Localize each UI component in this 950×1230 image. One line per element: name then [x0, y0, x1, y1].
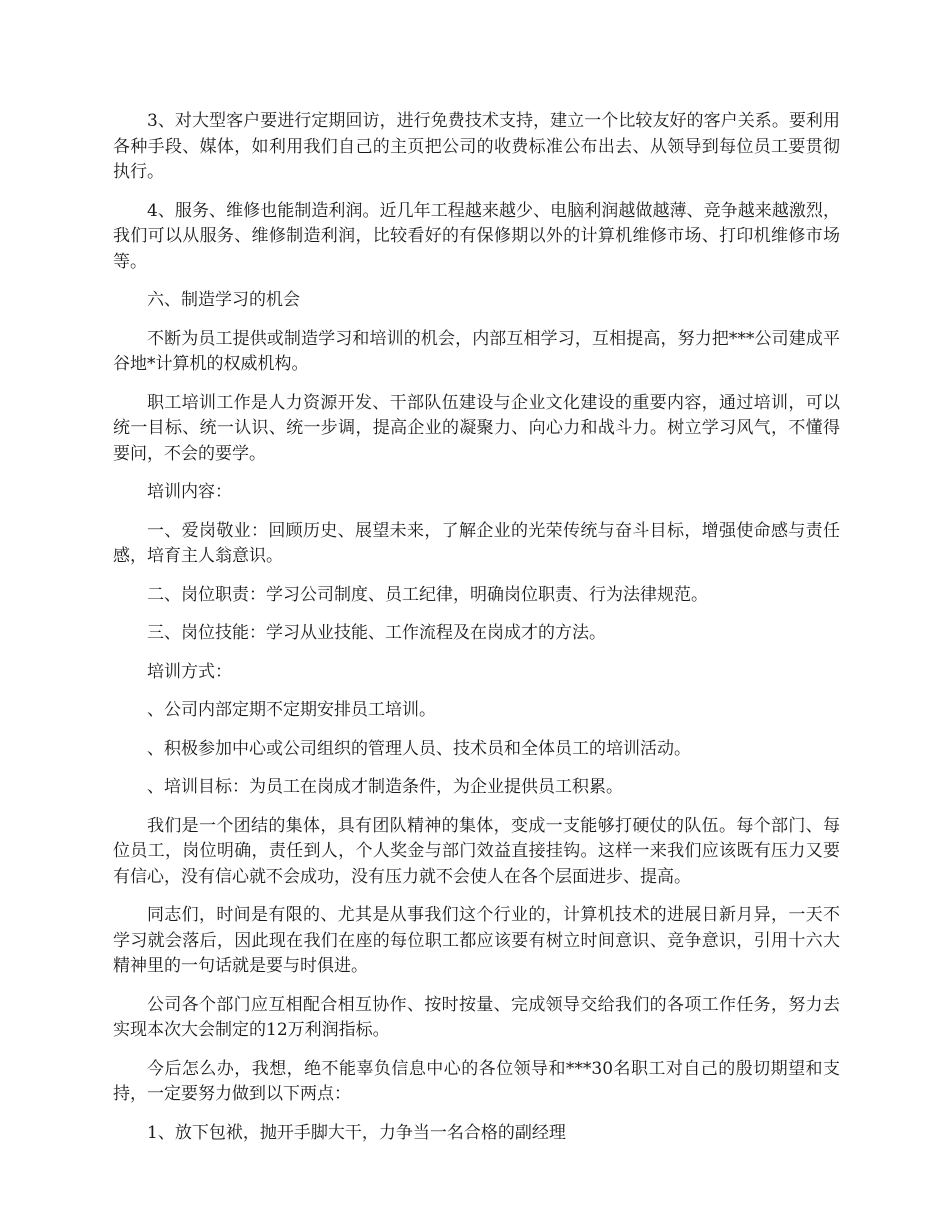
section-heading-learning: 六、制造学习的机会 [147, 290, 300, 310]
item-training-goal: 、培训目标：为员工在岗成才制造条件，为企业提供员工积累。 [147, 777, 623, 797]
item-external-training: 、积极参加中心或公司组织的管理人员、技术员和全体员工的培训活动。 [147, 738, 691, 759]
paragraph-staff-training: 职工培训工作是人力资源开发、干部队伍建设与企业文化建设的重要内容，通过培训，可以统一目标、统一认识、统一步调，提高企业的凝聚力、向心力和战斗力。树立学习风气，不懂得要问，不会的要学。 [113, 392, 840, 464]
item-internal-training: 、公司内部定期不定期安排员工培训。 [147, 700, 436, 720]
item-deputy-manager: 1、放下包袱，抛开手脚大干，力争当一名合格的副经理 [147, 1122, 566, 1143]
paragraph-keep-pace: 同志们，时间是有限的、尤其是从事我们这个行业的，计算机技术的进展日新月异，一天不学习就会落后，因此现在我们在座的每位职工都应该要有树立时间意识、竞争意识，引用十六大精神里的一句话就是要与时俱进。 [113, 905, 840, 976]
heading-training-content: 培训内容： [147, 482, 232, 502]
paragraph-profit-target: 公司各个部门应互相配合相互协作、按时按量、完成领导交给我们的各项工作任务，努力去实现本次大会制定的12万利润指标。 [113, 994, 840, 1040]
paragraph-next-steps: 今后怎么办，我想，绝不能辜负信息中心的各位领导和***30名职工对自己的殷切期望和支持，一定要努力做到以下两点： [113, 1058, 840, 1104]
paragraph-team-spirit: 我们是一个团结的集体，具有团队精神的集体，变成一支能够打硬仗的队伍。每个部门、每位员工，岗位明确，责任到人，个人奖金与部门效益直接挂钩。这样一来我们应该既有压力又要有信心，没有信心就不会成功，没有压力就不会使人在各个层面进步、提高。 [113, 815, 840, 887]
item-dedication: 一、爱岗敬业：回顾历史、展望未来，了解企业的光荣传统与奋斗目标，增强使命感与责任感，培育主人翁意识。 [113, 520, 840, 566]
paragraph-service-profit: 4、服务、维修也能制造利润。近几年工程越来越少、电脑利润越做越薄、竞争越来越激烈，我们可以从服务、维修制造利润，比较看好的有保修期以外的计算机维修市场、打印机维修市场等。 [113, 200, 840, 272]
heading-training-methods: 培训方式： [147, 661, 232, 682]
item-job-skills: 三、岗位技能：学习从业技能、工作流程及在岗成才的方法。 [147, 623, 606, 643]
paragraph-client-visits: 3、对大型客户要进行定期回访，进行免费技术支持，建立一个比较友好的客户关系。要利用各种手段、媒体，如利用我们自己的主页把公司的收费标准公布出去、从领导到每位员工要贯彻执行。 [113, 111, 840, 182]
document-body [113, 109, 840, 1159]
paragraph-learning-opportunities: 不断为员工提供或制造学习和培训的机会，内部互相学习，互相提高，努力把***公司建成平谷地*计算机的权威机构。 [113, 328, 840, 374]
item-job-duties: 二、岗位职责：学习公司制度、员工纪律，明确岗位职责、行为法律规范。 [147, 584, 708, 605]
